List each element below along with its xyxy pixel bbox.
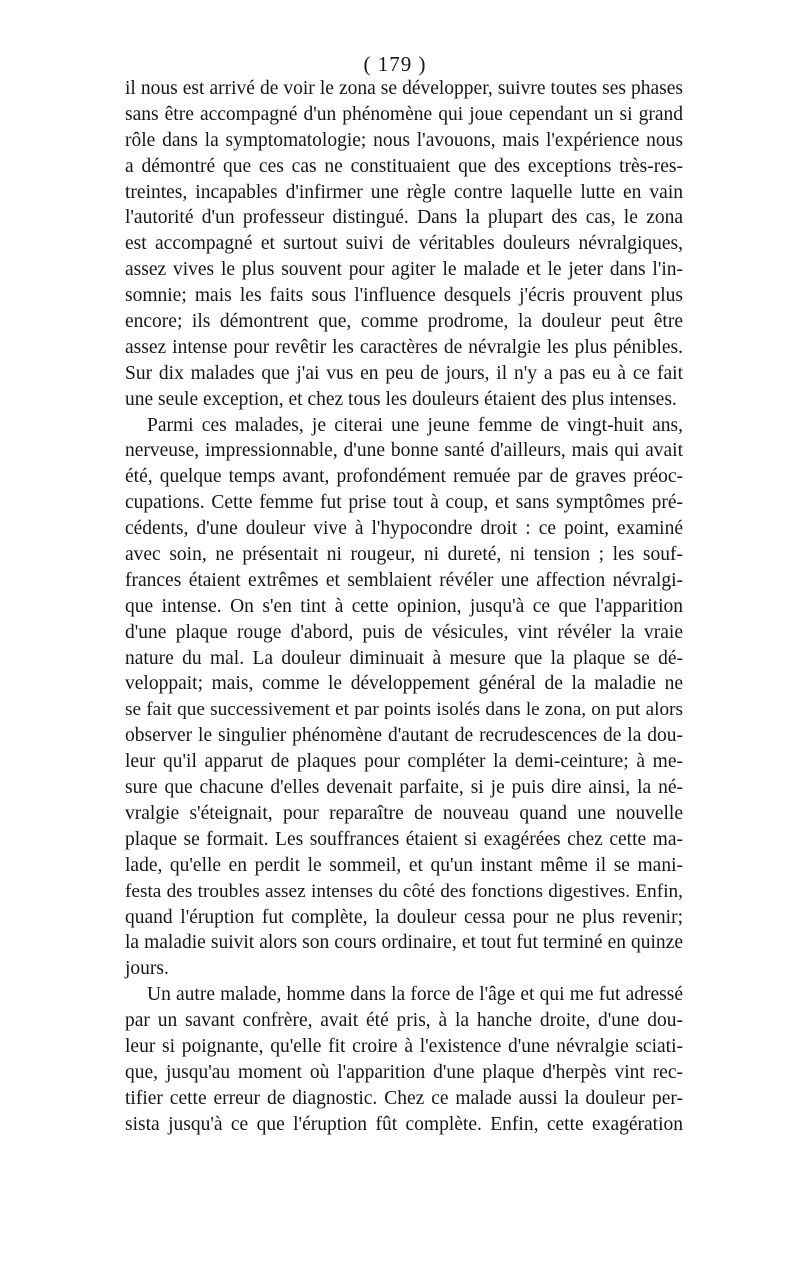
text-line: veloppait; mais, comme le développement général de la maladie ne xyxy=(125,673,683,695)
text-line: somnie; mais les faits sous l'influence desquels j'écris prouvent plus xyxy=(125,285,683,307)
text-line: encore; ils démontrent que, comme prodrome, la douleur peut être xyxy=(125,311,683,333)
text-line: leur si poignante, qu'elle fit croire à l'existence d'une névralgie sciati- xyxy=(125,1035,683,1057)
page-number: ( 179 ) xyxy=(363,52,427,76)
text-line: que, jusqu'au moment où l'apparition d'une plaque d'herpès vint rec- xyxy=(125,1061,683,1083)
text-line: se fait que successivement et par points isolés dans le zona, on put alors xyxy=(125,699,683,721)
text-line: festa des troubles assez intenses du côté des fonctions digestives. Enfin, xyxy=(125,880,683,902)
text-line: jours. xyxy=(125,958,169,980)
text-line: observer le singulier phénomène d'autant de recrudescences de la dou- xyxy=(125,725,683,747)
text-line: avec soin, ne présentait ni rougeur, ni dureté, ni tension ; les souf- xyxy=(125,544,683,566)
text-line: vralgie s'éteignait, pour reparaître de nouveau quand une nouvelle xyxy=(125,802,683,824)
text-line: été, quelque temps avant, profondément remuée par de graves préoc- xyxy=(125,466,683,488)
text-line: cupations. Cette femme fut prise tout à coup, et sans symptômes pré- xyxy=(125,492,683,514)
text-line: la maladie suivit alors son cours ordinaire, et tout fut terminé en quinze xyxy=(125,932,683,954)
text-line: sista jusqu'à ce que l'éruption fût complète. Enfin, cette exagération xyxy=(125,1113,683,1135)
text-line: sans être accompagné d'un phénomène qui joue cependant un si grand xyxy=(125,103,683,125)
text-line: par un savant confrère, avait été pris, à la hanche droite, d'une dou- xyxy=(125,1010,683,1032)
text-line: rôle dans la symptomatologie; nous l'avouons, mais l'expérience nous xyxy=(125,129,683,151)
text-line: leur qu'il apparut de plaques pour compléter la demi-ceinture; à me- xyxy=(125,751,683,773)
text-line: nerveuse, impressionnable, d'une bonne santé d'ailleurs, mais qui avait xyxy=(125,440,683,462)
text-line: Un autre malade, homme dans la force de l'âge et qui me fut adressé xyxy=(147,984,683,1006)
text-line: Sur dix malades que j'ai vus en peu de jours, il n'y a pas eu à ce fait xyxy=(125,362,683,384)
text-line: l'autorité d'un professeur distingué. Dans la plupart des cas, le zona xyxy=(125,207,683,229)
text-line: assez vives le plus souvent pour agiter le malade et le jeter dans l'in- xyxy=(125,259,683,281)
text-line: tifier cette erreur de diagnostic. Chez ce malade aussi la douleur per- xyxy=(125,1087,683,1109)
text-line: lade, qu'elle en perdit le sommeil, et qu'un instant même il se mani- xyxy=(125,854,683,876)
text-line: frances étaient extrêmes et semblaient révéler une affection névralgi- xyxy=(125,569,683,591)
text-line: assez intense pour revêtir les caractères de névralgie les plus pénibles. xyxy=(125,336,683,358)
text-line: une seule exception, et chez tous les douleurs étaient des plus intenses. xyxy=(125,388,677,410)
text-line: nature du mal. La douleur diminuait à mesure que la plaque se dé- xyxy=(125,647,683,669)
text-line: cédents, d'une douleur vive à l'hypocondre droit : ce point, examiné xyxy=(125,518,683,540)
text-line: treintes, incapables d'infirmer une règle contre laquelle lutte en vain xyxy=(125,181,683,203)
text-line: a démontré que ces cas ne constituaient que des exceptions très-res- xyxy=(125,155,683,177)
text-line: Parmi ces malades, je citerai une jeune femme de vingt-huit ans, xyxy=(147,414,683,436)
body-text xyxy=(125,76,683,1138)
text-line: d'une plaque rouge d'abord, puis de vésicules, vint révéler la vraie xyxy=(125,621,683,643)
text-line: est accompagné et surtout suivi de véritables douleurs névralgiques, xyxy=(125,233,683,255)
text-line: que intense. On s'en tint à cette opinion, jusqu'à ce que l'apparition xyxy=(125,595,683,617)
text-line: il nous est arrivé de voir le zona se développer, suivre toutes ses phases xyxy=(125,78,683,99)
text-line: sure que chacune d'elles devenait parfaite, si je puis dire ainsi, la né- xyxy=(125,777,683,799)
text-line: plaque se formait. Les souffrances étaient si exagérées chez cette ma- xyxy=(125,828,683,850)
text-line: quand l'éruption fut complète, la douleur cessa pour ne plus revenir; xyxy=(125,906,683,928)
